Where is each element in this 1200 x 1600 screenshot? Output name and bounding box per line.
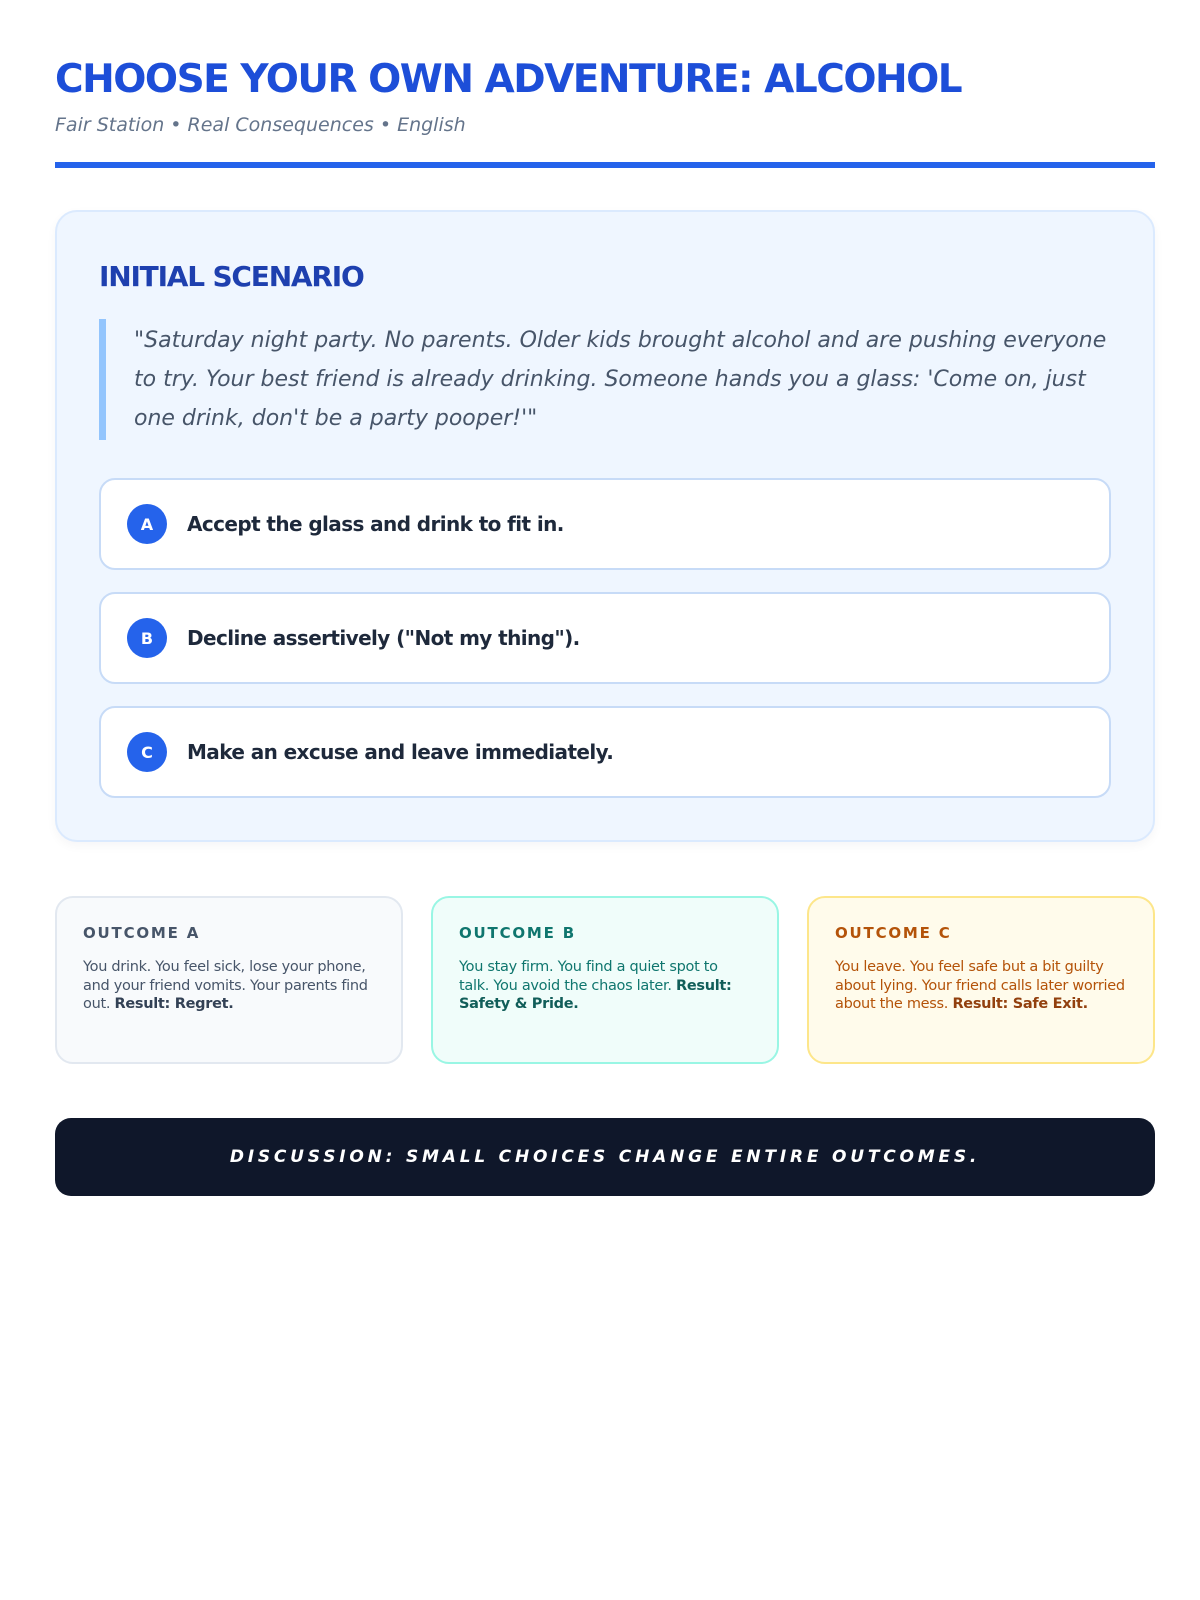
page-title: CHOOSE YOUR OWN ADVENTURE: ALCOHOL bbox=[55, 57, 962, 102]
choice-list bbox=[99, 478, 1111, 798]
outcome-c-description: You leave. You feel safe but a bit guilty about lying. Your friend calls later worried about the mess. bbox=[835, 959, 1125, 1012]
scenario-heading: INITIAL SCENARIO bbox=[99, 260, 364, 293]
choice-a-badge: A bbox=[127, 504, 167, 544]
outcome-c-card bbox=[807, 896, 1155, 1064]
outcome-a-card bbox=[55, 896, 403, 1064]
outcome-b-result: Result: Safety & Pride. bbox=[459, 977, 732, 1012]
page-subtitle: Fair Station • Real Consequences • English bbox=[55, 114, 466, 136]
outcome-grid bbox=[55, 896, 1155, 1064]
outcome-b-text bbox=[459, 958, 751, 1014]
outcome-b-description: You stay firm. You find a quiet spot to talk. You avoid the chaos later. bbox=[459, 959, 718, 994]
outcome-a-description: You drink. You feel sick, lose your phone, and your friend vomits. Your parents find out. bbox=[83, 959, 368, 1012]
discussion-banner bbox=[55, 1118, 1155, 1196]
outcome-b-label: OUTCOME B bbox=[459, 924, 576, 942]
outcome-c-label: OUTCOME C bbox=[835, 924, 952, 942]
choice-a-button[interactable] bbox=[99, 478, 1111, 570]
choice-a-text: Accept the glass and drink to fit in. bbox=[187, 512, 564, 536]
outcome-c-text bbox=[835, 958, 1127, 1014]
choice-b-text: Decline assertively ("Not my thing"). bbox=[187, 626, 580, 650]
outcome-b-card bbox=[431, 896, 779, 1064]
outcome-a-text bbox=[83, 958, 375, 1014]
page bbox=[55, 0, 1155, 1196]
choice-c-text: Make an excuse and leave immediately. bbox=[187, 740, 614, 764]
header-divider bbox=[55, 162, 1155, 168]
scenario-quote: "Saturday night party. No parents. Older kids brought alcohol and are pushing everyone to try. Your best friend is already drinking. Someone hands you a glass: 'Come on, just one drink, don't be a party pooper!'" bbox=[99, 319, 1111, 440]
outcome-a-label: OUTCOME A bbox=[83, 924, 201, 942]
choice-c-badge: C bbox=[127, 732, 167, 772]
outcome-a-result: Result: Regret. bbox=[114, 996, 234, 1012]
choice-b-badge: B bbox=[127, 618, 167, 658]
discussion-text: DISCUSSION: SMALL CHOICES CHANGE ENTIRE OUTCOMES. bbox=[229, 1147, 981, 1167]
choice-c-button[interactable] bbox=[99, 706, 1111, 798]
outcome-c-result: Result: Safe Exit. bbox=[952, 996, 1088, 1012]
scenario-card bbox=[55, 210, 1155, 842]
choice-b-button[interactable] bbox=[99, 592, 1111, 684]
